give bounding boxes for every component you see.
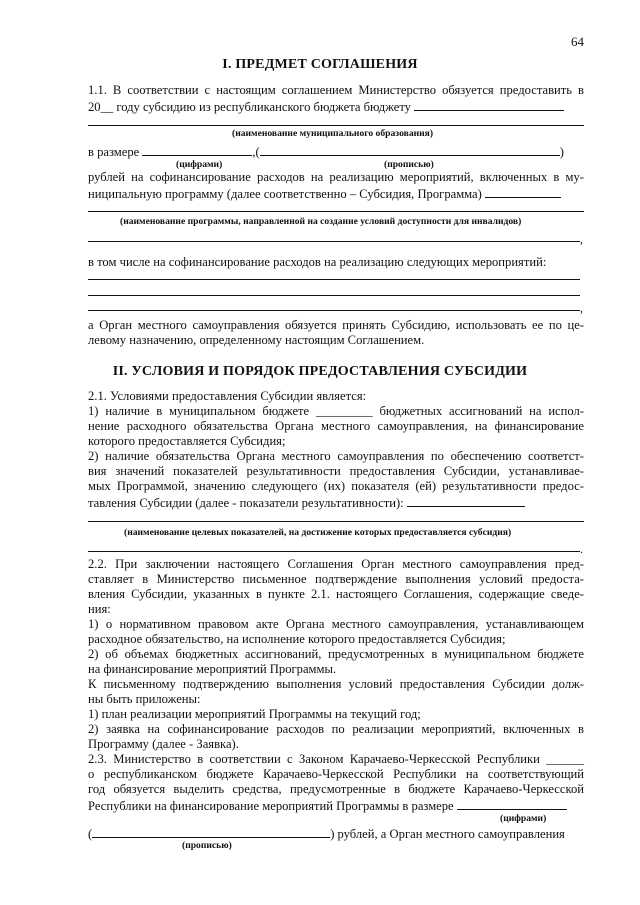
blank-line-targets-2 [88, 551, 580, 552]
blank-line-municipal [88, 125, 584, 126]
caption-targets: (наименование целевых показателей, на достижение которых предоставляется субсидия) [124, 527, 512, 538]
section1-p1: 1.1. В соответствии с настоящим соглашением Министерство обязуется предоставить в 20__ году субсидию из республиканского бюджета бюджету [88, 83, 584, 114]
period: . [580, 542, 583, 556]
caption-digits: (цифрами) [176, 159, 223, 170]
caption-municipal: (наименование муниципального образования) [232, 128, 434, 139]
including-line: в том числе на софинансирование расходов на реализацию следующих мероприятий: [88, 255, 547, 269]
caption-words-2: (прописью) [182, 840, 232, 851]
blank-line-targets [88, 521, 584, 522]
section1-title: I. ПРЕДМЕТ СОГЛАШЕНИЯ [222, 57, 418, 72]
caption-digits-2: (цифрами) [500, 813, 547, 824]
blank-line-activities-1 [88, 279, 580, 280]
caption-program: (наименование программы, направленной на создание условий доступности для инвалидов) [120, 216, 522, 227]
amount-line: в размере ,( ) [88, 145, 564, 159]
caption-words: (прописью) [384, 159, 434, 170]
section1-p2: рублей на софинансирование расходов на реализацию мероприятий, включенных в му- ниципальную программу (далее соответственно – Субсидия, Программа) [88, 170, 584, 201]
blank-line-program-2 [88, 241, 580, 242]
organ-paragraph: а Орган местного самоуправления обязуется принять Субсидию, использовать ее по це- левому назначению, определенному настоящим Соглашением. [88, 318, 584, 347]
blank-line-activities-2 [88, 295, 580, 296]
section2-p22: 2.2. При заключении настоящего Соглашения Орган местного самоуправления пред- ставляет в Министерство письменное подтверждение выполнения условий предоста- вления Субсидии, указанных в пункте 2.1. настоящего Соглашения, содержащие сведе- ния: 1) о нормативном правовом акте Органа местного самоуправления, устанавливающем расходное обязательство, на исполнение которого предоставляется Субсидия; 2) об объемах бюджетных ассигнований, предусмотренных в муниципальном бюджете на финансирование мероприятий Программы. К письменному подтверждению выполнения условий предоставления Субсидии долж- ны быть приложены: 1) план реализации мероприятий Программы на текущий год; 2) заявка на софинансирование расходов по реализации мероприятий, включенных в Программу (далее - Заявка). 2.3. Министерство в соответствии с Законом Карачаево-Черкесской Республики ______ о республиканском бюджете Карачаево-Черкесской Республики на соответствующий год обязуется выделить средства, предусмотренные в бюджете Карачаево-Черкесской Республики на финансирование мероприятий Программы в размере [88, 557, 584, 813]
section2-p21: 2.1. Условиями предоставления Субсидии является: 1) наличие в муниципальном бюджете _________ бюджетных ассигнований на испол- нение расходного обязательства Органа местного самоуправления, на финансирование которого предоставляется Субсидия; 2) наличие обязательства Органа местного самоуправления по обеспечению соответст- вия значений показателей результативности предоставления Субсидии, устанавливае- мых Программой, значению следующего (их) показателя (ей) результативности предос- тавления Субсидии (далее - показатели результативности): [88, 389, 584, 510]
comma: , [580, 232, 583, 246]
comma: , [580, 301, 583, 315]
page-number: 64 [571, 34, 584, 49]
blank-line-activities-3 [88, 310, 580, 311]
blank-line-program [88, 211, 584, 212]
section2-title: II. УСЛОВИЯ И ПОРЯДОК ПРЕДОСТАВЛЕНИЯ СУБСИДИИ [112, 364, 528, 379]
final-amount-line: ( ) рублей, а Орган местного самоуправления [88, 827, 565, 841]
